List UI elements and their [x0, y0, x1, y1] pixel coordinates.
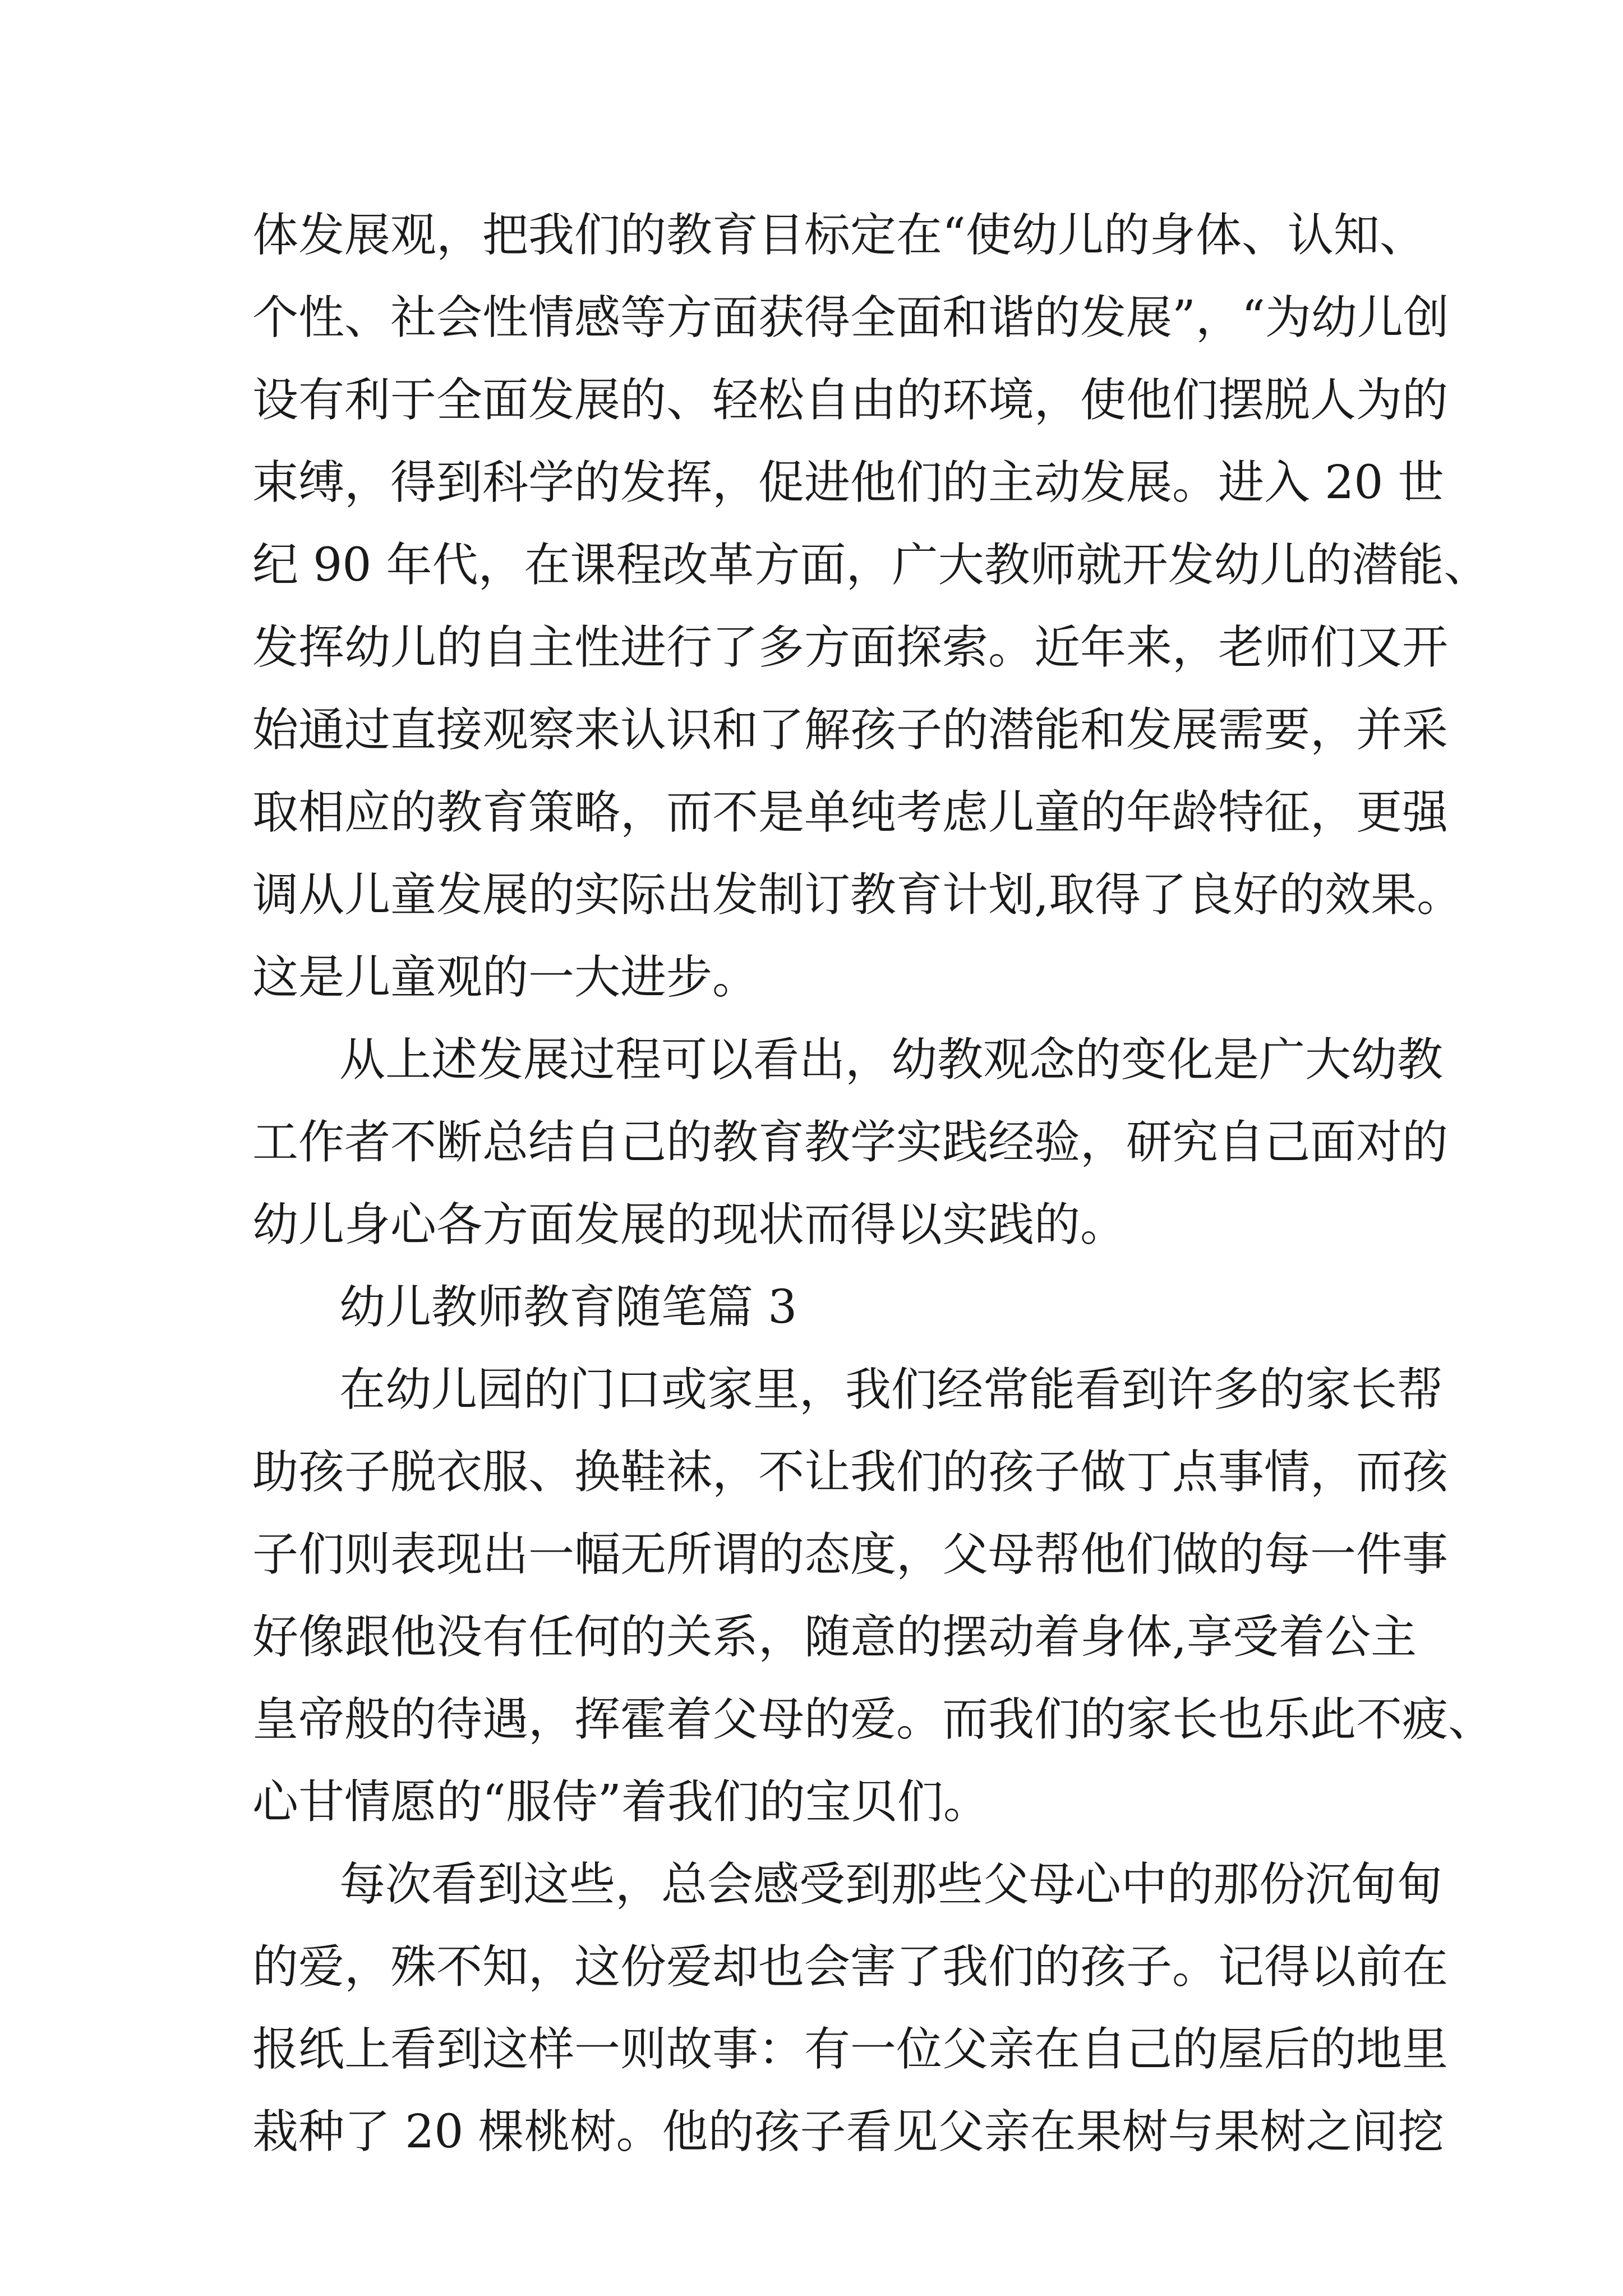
text-line: 体发展观，把我们的教育目标定在“使幼儿的身体、认知、	[252, 209, 1426, 262]
paragraph-first-line: 每次看到这些，总会感受到那些父母心中的那份沉甸甸	[339, 1858, 1444, 1911]
text-line: 调从儿童发展的实际出发制订教育计划,取得了良好的效果。	[252, 868, 1463, 922]
text-line: 栽种了 20 棵桃树。他的孩子看见父亲在果树与果树之间挖	[252, 2105, 1444, 2159]
text-line: 皇帝般的待遇，挥霍着父母的爱。而我们的家长也乐此不疲、	[252, 1693, 1495, 1746]
section-heading: 幼儿教师教育随笔篇 3	[339, 1281, 797, 1334]
text-line: 始通过直接观察来认识和了解孩子的潜能和发展需要，并采	[252, 703, 1449, 757]
text-line: 取相应的教育策略，而不是单纯考虑儿童的年龄特征，更强	[252, 786, 1449, 839]
text-line: 子们则表现出一幅无所谓的态度，父母帮他们做的每一件事	[252, 1528, 1449, 1581]
text-line: 幼儿身心各方面发展的现状而得以实践的。	[252, 1198, 1127, 1251]
text-line: 的爱，殊不知，这份爱却也会害了我们的孩子。记得以前在	[252, 1940, 1449, 1994]
text-line: 发挥幼儿的自主性进行了多方面探索。近年来，老师们又开	[252, 621, 1449, 674]
text-line: 工作者不断总结自己的教育教学实践经验，研究自己面对的	[252, 1116, 1449, 1169]
text-line: 助孩子脱衣服、换鞋袜，不让我们的孩子做丁点事情，而孩	[252, 1446, 1449, 1499]
text-line: 这是儿童观的一大进步。	[252, 951, 759, 1004]
text-line: 好像跟他没有任何的关系，随意的摆动着身体,享受着公主	[252, 1611, 1417, 1664]
text-line: 报纸上看到这样一则故事：有一位父亲在自己的屋后的地里	[252, 2023, 1449, 2076]
text-line: 心甘情愿的“服侍”着我们的宝贝们。	[252, 1775, 989, 1829]
text-line: 设有利于全面发展的、轻松自由的环境，使他们摆脱人为的	[252, 374, 1449, 427]
text-line: 个性、社会性情感等方面获得全面和谐的发展”，“为幼儿创	[252, 291, 1449, 344]
paragraph-first-line: 从上述发展过程可以看出，幼教观念的变化是广大幼教	[339, 1033, 1444, 1087]
paragraph-first-line: 在幼儿园的门口或家里，我们经常能看到许多的家长帮	[339, 1363, 1444, 1416]
text-line: 束缚，得到科学的发挥，促进他们的主动发展。进入 20 世	[252, 456, 1444, 509]
text-line: 纪 90 年代，在课程改革方面，广大教师就开发幼儿的潜能、	[252, 539, 1490, 592]
